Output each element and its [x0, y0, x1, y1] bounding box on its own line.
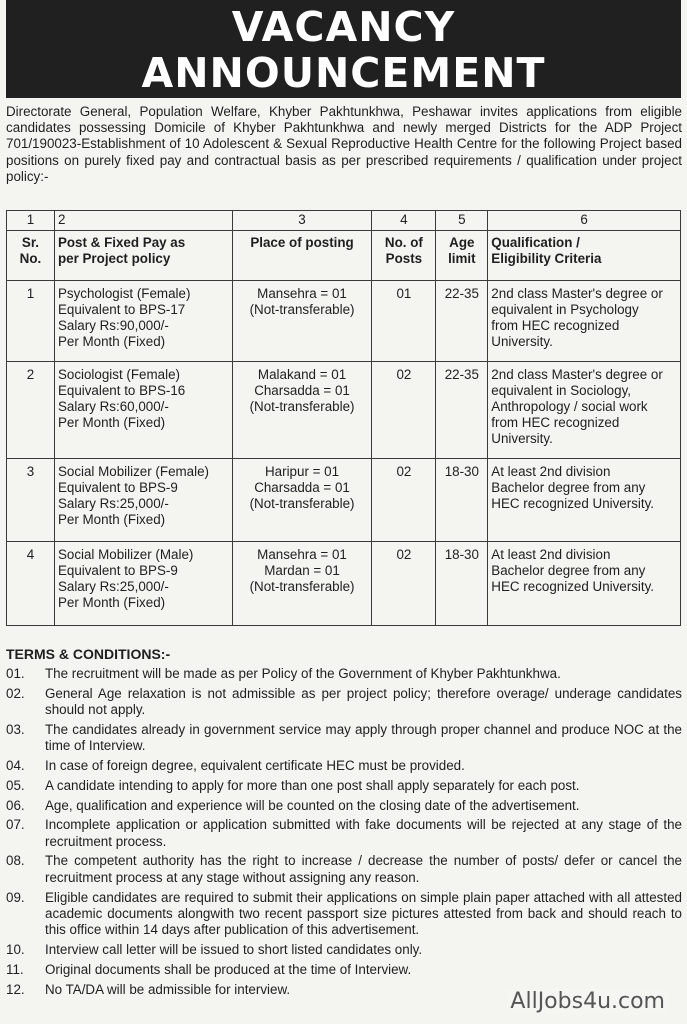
list-item: 05. A candidate intending to apply for more than one post shall apply separately for each post. [6, 777, 580, 793]
cell-sr: 4 [7, 542, 55, 626]
title-line-1: VACANCY [231, 3, 456, 51]
col-num: 2 [54, 211, 232, 231]
list-item: 11. Original documents shall be produced at the time of Interview. [6, 961, 412, 977]
list-item: 07. Incomplete application or application submitted with fake documents will be rejected at any stage of the recruitment process. [6, 817, 682, 849]
cell-age: 22-35 [436, 362, 488, 459]
list-item: 06. Age, qualification and experience will be counted on the closing date of the advertisement. [6, 797, 580, 813]
cell-place: Haripur = 01 Charsadda = 01 (Not-transferable) [232, 459, 372, 542]
cell-sr: 3 [7, 459, 55, 542]
list-item: 08. The competent authority has the right to increase / decrease the number of posts/ defer or cancel the recruitment process at any stage without assigning any reason. [6, 853, 682, 885]
cell-post: Sociologist (Female) Equivalent to BPS-16 Salary Rs:60,000/- Per Month (Fixed) [54, 362, 232, 459]
cell-sr: 2 [7, 362, 55, 459]
col-num: 6 [488, 211, 681, 231]
vacancy-table [6, 210, 681, 626]
list-item: 02. General Age relaxation is not admissible as per project policy; therefore overage/ underage candidates should not apply. [6, 685, 682, 718]
header-posts: No. of Posts [372, 231, 436, 281]
list-item: 04. In case of foreign degree, equivalent certificate HEC must be provided. [6, 757, 465, 773]
terms-list [6, 666, 682, 1001]
cell-post: Psychologist (Female) Equivalent to BPS-17 Salary Rs:90,000/- Per Month (Fixed) [54, 281, 232, 362]
col-num: 4 [372, 211, 436, 231]
cell-age: 18-30 [436, 542, 488, 626]
list-item: 10. Interview call letter will be issued to short listed candidates only. [6, 941, 423, 957]
table-row [7, 281, 681, 362]
list-item: 01. The recruitment will be made as per Policy of the Government of Khyber Pakhtunkhwa. [6, 666, 561, 681]
cell-qualification: At least 2nd division Bachelor degree from any HEC recognized University. [488, 459, 681, 542]
table-row [7, 459, 681, 542]
cell-qualification: At least 2nd division Bachelor degree from any HEC recognized University. [488, 542, 681, 626]
col-num: 5 [436, 211, 488, 231]
cell-qualification: 2nd class Master's degree or equivalent in Psychology from HEC recognized University. [488, 281, 681, 362]
title-line-2: ANNOUNCEMENT [141, 49, 546, 97]
cell-sr: 1 [7, 281, 55, 362]
cell-age: 22-35 [436, 281, 488, 362]
header-row [7, 231, 681, 281]
cell-posts: 01 [372, 281, 436, 362]
cell-posts: 02 [372, 459, 436, 542]
table-row [7, 542, 681, 626]
cell-age: 18-30 [436, 459, 488, 542]
header-qualification: Qualification / Eligibility Criteria [488, 231, 681, 281]
col-num: 3 [232, 211, 372, 231]
cell-place: Malakand = 01 Charsadda = 01 (Not-transferable) [232, 362, 372, 459]
header-age: Age limit [436, 231, 488, 281]
cell-post: Social Mobilizer (Male) Equivalent to BPS-9 Salary Rs:25,000/- Per Month (Fixed) [54, 542, 232, 626]
title-banner [6, 0, 681, 98]
cell-posts: 02 [372, 362, 436, 459]
column-number-row [7, 211, 681, 231]
col-num: 1 [7, 211, 55, 231]
header-sr: Sr. No. [7, 231, 55, 281]
table-row [7, 362, 681, 459]
header-place: Place of posting [232, 231, 372, 281]
cell-post: Social Mobilizer (Female) Equivalent to BPS-9 Salary Rs:25,000/- Per Month (Fixed) [54, 459, 232, 542]
intro-paragraph: Directorate General, Population Welfare, Khyber Pakhtunkhwa, Peshawar invites applications from eligible candidates possessing Domicile of Khyber Pakhtunkhwa and newly merged Districts for the ADP Project 701/190023-Establishment of 10 Adolescent & Sexual Reproductive Health Centre for the following Project based positions on purely fixed pay and contractual basis as per prescribed requirements / qualification under project policy:- [6, 104, 682, 184]
list-item: 12. No TA/DA will be admissible for interview. [6, 981, 291, 997]
list-item: 03. The candidates already in government service may apply through proper channel and produce NOC at the time of Interview. [6, 721, 682, 754]
terms-title: TERMS & CONDITIONS:- [6, 646, 171, 662]
cell-place: Mansehra = 01 Mardan = 01 (Not-transferable) [232, 542, 372, 626]
watermark: AllJobs4u.com [506, 989, 669, 1014]
cell-place: Mansehra = 01 (Not-transferable) [232, 281, 372, 362]
cell-posts: 02 [372, 542, 436, 626]
list-item: 09. Eligible candidates are required to submit their applications on simple plain paper attached with all attested academic documents alongwith two recent passport size pictures attested from back and should reach to this office within 14 days after publication of this advertisement. [6, 889, 682, 938]
header-post: Post & Fixed Pay as per Project policy [54, 231, 232, 281]
cell-qualification: 2nd class Master's degree or equivalent in Sociology, Anthropology / social work from HEC recognized University. [488, 362, 681, 459]
